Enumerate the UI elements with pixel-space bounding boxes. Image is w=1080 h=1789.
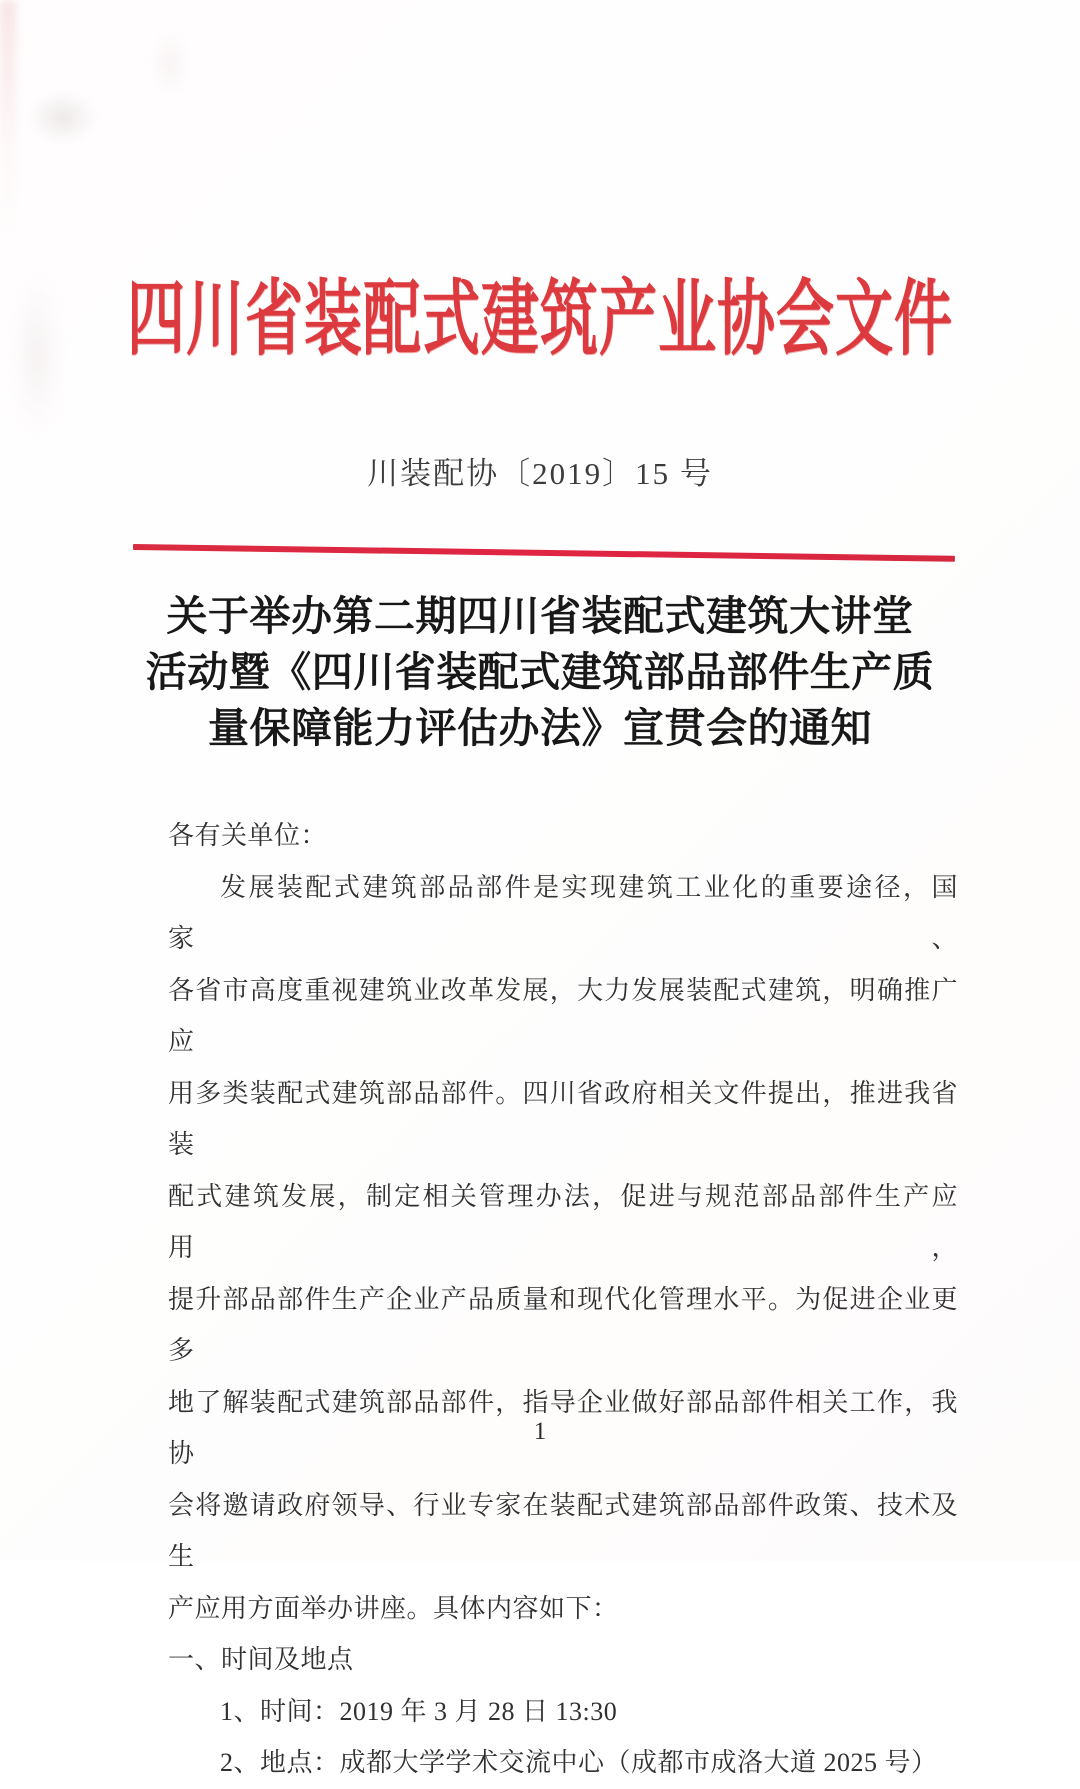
scan-artifact [150,28,190,98]
paragraph-line: 产应用方面举办讲座。具体内容如下： [168,1593,619,1623]
document-title-line: 关于举办第二期四川省装配式建筑大讲堂 [166,593,914,639]
document-title-line: 量保障能力评估办法》宣贯会的通知 [208,705,872,751]
paragraph-line: 地了解装配式建筑部品部件，指导企业做好部品部件相关工作，我协 [168,1387,958,1468]
paragraph-line: 发展装配式建筑部品部件是实现建筑工业化的重要途径，国家、 [168,872,958,953]
list-item-location: 2、地点：成都大学学术交流中心（成都市成洛大道 2025 号） [220,1748,938,1777]
paragraph-line: 用多类装配式建筑部品部件。四川省政府相关文件提出，推进我省装 [168,1078,958,1159]
scan-artifact [28,90,98,145]
salutation: 各有关单位： [168,821,328,850]
paragraph-line: 提升部品部件生产企业产品质量和现代化管理水平。为促进企业更多 [168,1284,958,1365]
red-letterhead-title [0,252,1080,366]
document-number: 川装配协〔2019〕15 号 [367,456,713,491]
document-title-line: 活动暨《四川省装配式建筑部品部件生产质 [145,649,935,695]
paragraph-line: 会将邀请政府领导、行业专家在装配式建筑部品部件政策、技术及生 [168,1490,958,1571]
document-body [168,810,958,1789]
page-number: 1 [533,1418,547,1445]
paragraph-line: 各省市高度重视建筑业改革发展，大力发展装配式建筑，明确推广应 [168,975,958,1056]
list-item-time: 1、时间：2019 年 3 月 28 日 13:30 [220,1696,618,1726]
section-heading: 一、时间及地点 [168,1645,354,1674]
scan-artifact [0,0,16,240]
paragraph-line: 配式建筑发展，制定相关管理办法，促进与规范部品部件生产应用， [168,1181,958,1262]
red-divider-rule [133,544,955,562]
document-title [90,588,990,756]
org-title-text: 四川省装配式建筑产业协会文件 [126,273,953,366]
